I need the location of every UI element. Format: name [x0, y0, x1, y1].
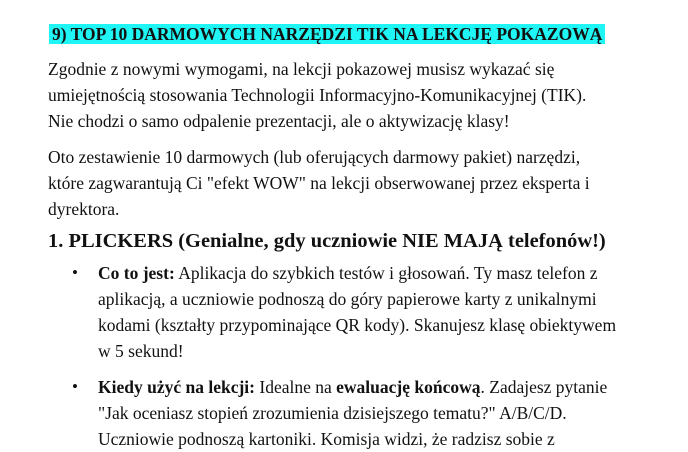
- heading-highlight: 9) TOP 10 DARMOWYCH NARZĘDZI TIK NA LEKCJĘ POKAZOWĄ: [49, 24, 605, 44]
- bullet-text: . Zadajesz pytanie: [480, 377, 608, 397]
- intro-line: Nie chodzi o samo odpalenie prezentacji, ale o aktywizację klasy!: [48, 111, 510, 131]
- bullet-emphasis: ewaluację końcową: [336, 377, 481, 397]
- intro-line: umiejętnością stosowania Technologii Informacyjno-Komunikacyjnej (TIK).: [48, 85, 587, 105]
- bullet-line: kodami (kształty przypominające QR kody). Skanujesz klasę obiektywem: [98, 315, 617, 335]
- bullet-line: w 5 sekund!: [98, 341, 184, 361]
- tool-details-list: [48, 260, 688, 452]
- bullet-label: Kiedy użyć na lekcji:: [98, 377, 255, 397]
- intro-line: Zgodnie z nowymi wymogami, na lekcji pokazowej musisz wykazać się: [48, 59, 555, 79]
- lead-line: dyrektora.: [48, 199, 120, 219]
- lead-line: które zagwarantują Ci "efekt WOW" na lekcji obserwowanej przez eksperta i: [48, 173, 590, 193]
- intro-paragraph: [48, 56, 586, 134]
- bullet-line: [98, 260, 688, 286]
- bullet-icon: •: [72, 263, 78, 282]
- tool-section-title: 1. PLICKERS (Genialne, gdy uczniowie NIE MAJĄ telefonów!): [48, 230, 606, 252]
- lead-line: Oto zestawienie 10 darmowych (lub oferujących darmowy pakiet) narzędzi,: [48, 147, 581, 167]
- bullet-line: [98, 374, 688, 400]
- list-item-when-to-use: [48, 374, 688, 452]
- bullet-icon: •: [72, 377, 78, 396]
- section-heading: [48, 22, 605, 46]
- bullet-text: Idealne na: [255, 377, 337, 397]
- bullet-line: "Jak oceniasz stopień zrozumienia dzisiejszego tematu?" A/B/C/D.: [98, 403, 567, 423]
- list-item-what-is-it: [48, 260, 688, 364]
- bullet-line: Uczniowie podnoszą kartoniki. Komisja widzi, że radzisz sobie z: [98, 429, 555, 449]
- bullet-label: Co to jest:: [98, 263, 175, 283]
- bullet-line: aplikacją, a uczniowie podnoszą do góry papierowe karty z unikalnymi: [98, 289, 597, 309]
- lead-paragraph: [48, 144, 590, 222]
- bullet-text: Aplikacja do szybkich testów i głosowań. Ty masz telefon z: [174, 263, 598, 283]
